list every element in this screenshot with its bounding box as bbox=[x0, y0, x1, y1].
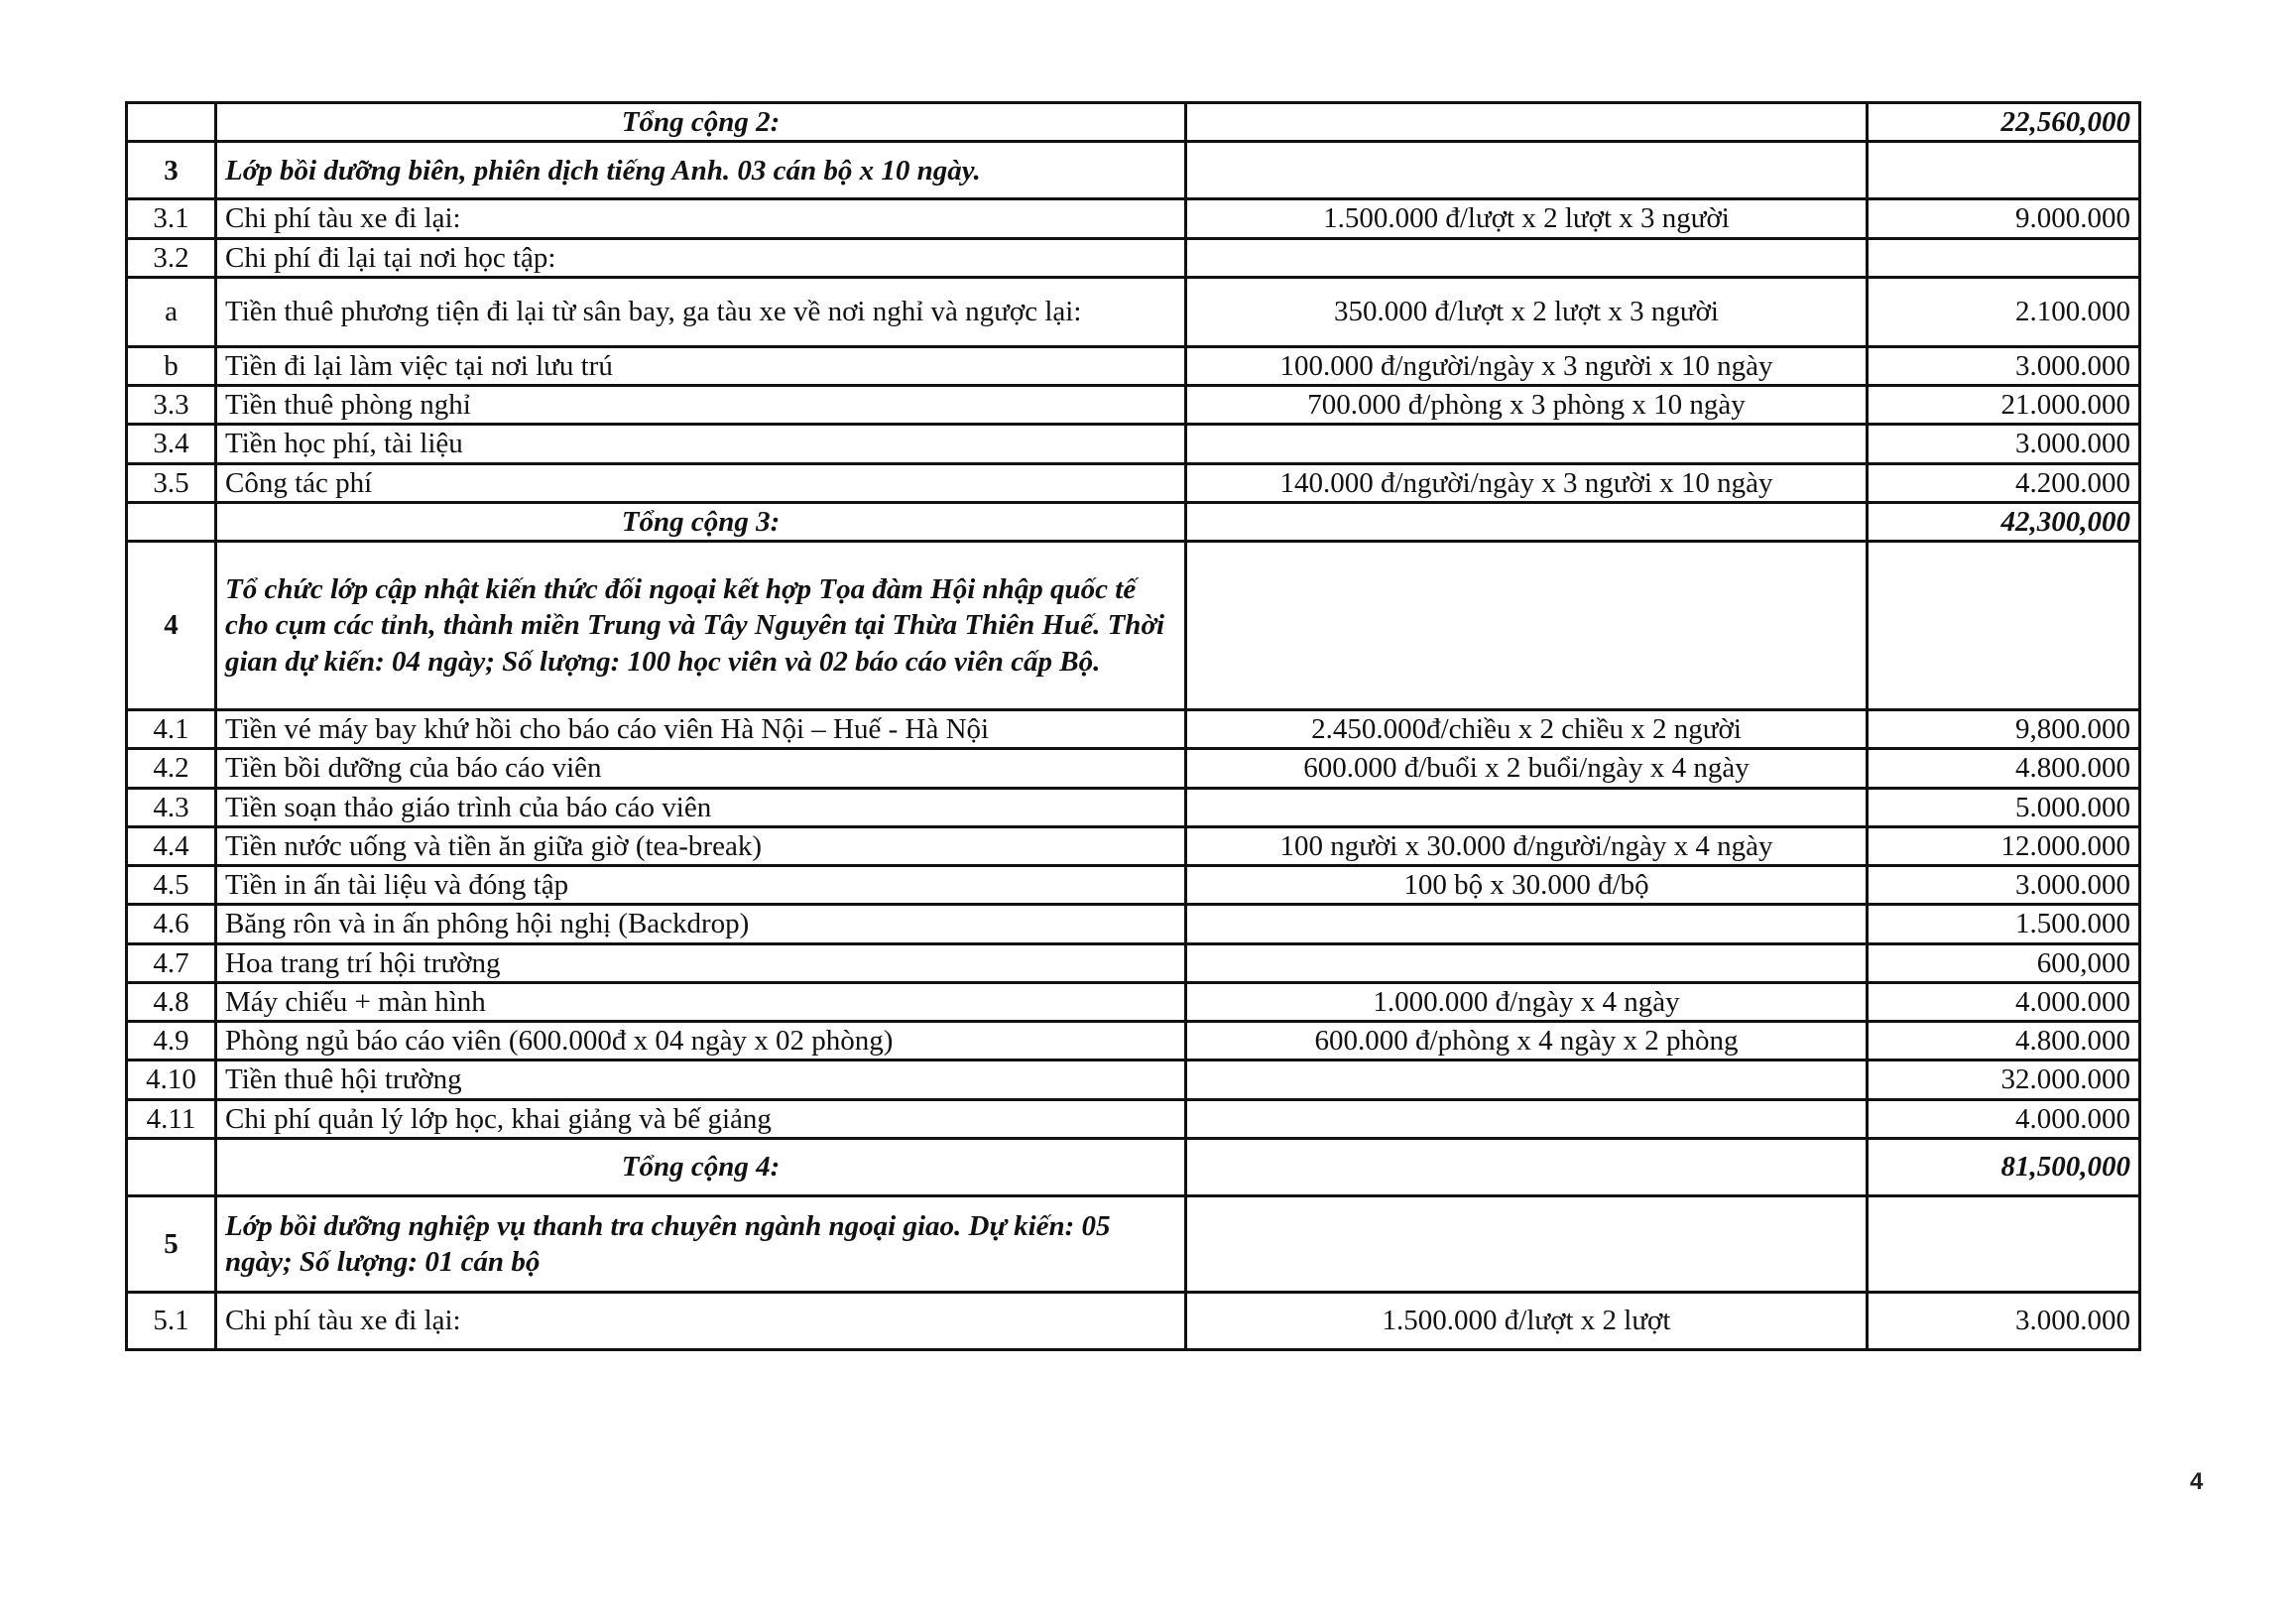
row-number-cell: 3.1 bbox=[127, 199, 216, 238]
calculation-cell: 100 bộ x 30.000 đ/bộ bbox=[1186, 866, 1868, 905]
calculation-cell: 1.500.000 đ/lượt x 2 lượt x 3 người bbox=[1186, 199, 1868, 238]
amount-cell: 600,000 bbox=[1868, 943, 2140, 982]
calculation-cell bbox=[1186, 425, 1868, 463]
row-number-cell: 4.10 bbox=[127, 1061, 216, 1099]
calculation-cell bbox=[1186, 1195, 1868, 1292]
calculation-cell: 350.000 đ/lượt x 2 lượt x 3 người bbox=[1186, 277, 1868, 346]
amount-cell: 4.200.000 bbox=[1868, 463, 2140, 502]
description-cell: Tiền thuê phương tiện đi lại từ sân bay, ga tàu xe về nơi nghỉ và ngược lại: bbox=[216, 277, 1186, 346]
table-row bbox=[127, 943, 2140, 982]
description-cell: Phòng ngủ báo cáo viên (600.000đ x 04 ngày x 02 phòng) bbox=[216, 1022, 1186, 1061]
calculation-cell bbox=[1186, 1061, 1868, 1099]
amount-cell: 3.000.000 bbox=[1868, 866, 2140, 905]
row-number-cell: 3.2 bbox=[127, 238, 216, 277]
description-cell: Tiền in ấn tài liệu và đóng tập bbox=[216, 866, 1186, 905]
table-row bbox=[127, 199, 2140, 238]
description-cell: Băng rôn và in ấn phông hội nghị (Backdrop) bbox=[216, 905, 1186, 943]
table-row bbox=[127, 866, 2140, 905]
calculation-cell: 140.000 đ/người/ngày x 3 người x 10 ngày bbox=[1186, 463, 1868, 502]
total-row bbox=[127, 1138, 2140, 1195]
row-number-cell: 3.5 bbox=[127, 463, 216, 502]
row-number-cell bbox=[127, 502, 216, 541]
row-number-cell: b bbox=[127, 346, 216, 385]
description-cell: Tiền nước uống và tiền ăn giữa giờ (tea-break) bbox=[216, 826, 1186, 865]
amount-cell: 9,800.000 bbox=[1868, 710, 2140, 749]
calculation-cell bbox=[1186, 905, 1868, 943]
table-row bbox=[127, 463, 2140, 502]
description-cell: Chi phí tàu xe đi lại: bbox=[216, 1292, 1186, 1349]
total-row bbox=[127, 103, 2140, 142]
amount-cell: 3.000.000 bbox=[1868, 346, 2140, 385]
amount-cell: 4.800.000 bbox=[1868, 1022, 2140, 1061]
calculation-cell bbox=[1186, 238, 1868, 277]
table-row bbox=[127, 826, 2140, 865]
amount-cell: 9.000.000 bbox=[1868, 199, 2140, 238]
amount-cell: 81,500,000 bbox=[1868, 1138, 2140, 1195]
row-number-cell: 4.11 bbox=[127, 1099, 216, 1138]
row-number-cell: 3.3 bbox=[127, 386, 216, 425]
row-number-cell: 5 bbox=[127, 1195, 216, 1292]
section-row bbox=[127, 542, 2140, 710]
amount-cell: 1.500.000 bbox=[1868, 905, 2140, 943]
calculation-cell: 600.000 đ/phòng x 4 ngày x 2 phòng bbox=[1186, 1022, 1868, 1061]
budget-table-body bbox=[127, 103, 2140, 1350]
section-row bbox=[127, 142, 2140, 199]
row-number-cell: a bbox=[127, 277, 216, 346]
description-cell: Máy chiếu + màn hình bbox=[216, 982, 1186, 1021]
amount-cell: 42,300,000 bbox=[1868, 502, 2140, 541]
table-row bbox=[127, 1022, 2140, 1061]
amount-cell: 21.000.000 bbox=[1868, 386, 2140, 425]
table-row bbox=[127, 277, 2140, 346]
description-cell: Tiền thuê phòng nghỉ bbox=[216, 386, 1186, 425]
calculation-cell bbox=[1186, 943, 1868, 982]
description-cell: Chi phí quản lý lớp học, khai giảng và bế giảng bbox=[216, 1099, 1186, 1138]
row-number-cell: 4.9 bbox=[127, 1022, 216, 1061]
calculation-cell bbox=[1186, 1099, 1868, 1138]
table-row bbox=[127, 1292, 2140, 1349]
section-row bbox=[127, 1195, 2140, 1292]
calculation-cell bbox=[1186, 103, 1868, 142]
description-cell: Tổng cộng 4: bbox=[216, 1138, 1186, 1195]
row-number-cell: 4 bbox=[127, 542, 216, 710]
calculation-cell bbox=[1186, 788, 1868, 826]
amount-cell: 2.100.000 bbox=[1868, 277, 2140, 346]
total-row bbox=[127, 502, 2140, 541]
amount-cell: 32.000.000 bbox=[1868, 1061, 2140, 1099]
page-number: 4 bbox=[2190, 1468, 2204, 1495]
calculation-cell bbox=[1186, 542, 1868, 710]
table-row bbox=[127, 788, 2140, 826]
description-cell: Chi phí đi lại tại nơi học tập: bbox=[216, 238, 1186, 277]
table-row bbox=[127, 425, 2140, 463]
amount-cell bbox=[1868, 238, 2140, 277]
amount-cell: 3.000.000 bbox=[1868, 1292, 2140, 1349]
calculation-cell bbox=[1186, 1138, 1868, 1195]
calculation-cell: 2.450.000đ/chiều x 2 chiều x 2 người bbox=[1186, 710, 1868, 749]
description-cell: Lớp bồi dưỡng nghiệp vụ thanh tra chuyên ngành ngoại giao. Dự kiến: 05 ngày; Số lượng: 01 cán bộ bbox=[216, 1195, 1186, 1292]
row-number-cell: 4.1 bbox=[127, 710, 216, 749]
row-number-cell: 4.7 bbox=[127, 943, 216, 982]
calculation-cell: 1.000.000 đ/ngày x 4 ngày bbox=[1186, 982, 1868, 1021]
description-cell: Tổng cộng 3: bbox=[216, 502, 1186, 541]
row-number-cell: 4.5 bbox=[127, 866, 216, 905]
description-cell: Tiền bồi dưỡng của báo cáo viên bbox=[216, 749, 1186, 788]
table-row bbox=[127, 905, 2140, 943]
amount-cell: 4.800.000 bbox=[1868, 749, 2140, 788]
description-cell: Chi phí tàu xe đi lại: bbox=[216, 199, 1186, 238]
amount-cell: 5.000.000 bbox=[1868, 788, 2140, 826]
row-number-cell: 4.2 bbox=[127, 749, 216, 788]
row-number-cell: 4.4 bbox=[127, 826, 216, 865]
calculation-cell: 100 người x 30.000 đ/người/ngày x 4 ngày bbox=[1186, 826, 1868, 865]
description-cell: Tổ chức lớp cập nhật kiến thức đối ngoại kết hợp Tọa đàm Hội nhập quốc tế cho cụm các tỉnh, thành miền Trung và Tây Nguyên tại Thừa Thiên Huế. Thời gian dự kiến: 04 ngày; Số lượng: 100 học viên và 02 báo cáo viên cấp Bộ. bbox=[216, 542, 1186, 710]
calculation-cell: 100.000 đ/người/ngày x 3 người x 10 ngày bbox=[1186, 346, 1868, 385]
row-number-cell: 5.1 bbox=[127, 1292, 216, 1349]
row-number-cell bbox=[127, 103, 216, 142]
calculation-cell bbox=[1186, 502, 1868, 541]
amount-cell bbox=[1868, 542, 2140, 710]
table-row bbox=[127, 1061, 2140, 1099]
description-cell: Công tác phí bbox=[216, 463, 1186, 502]
table-row bbox=[127, 749, 2140, 788]
row-number-cell: 3 bbox=[127, 142, 216, 199]
row-number-cell: 4.8 bbox=[127, 982, 216, 1021]
description-cell: Hoa trang trí hội trường bbox=[216, 943, 1186, 982]
table-row bbox=[127, 346, 2140, 385]
amount-cell bbox=[1868, 142, 2140, 199]
calculation-cell: 1.500.000 đ/lượt x 2 lượt bbox=[1186, 1292, 1868, 1349]
amount-cell: 3.000.000 bbox=[1868, 425, 2140, 463]
amount-cell: 12.000.000 bbox=[1868, 826, 2140, 865]
table-row bbox=[127, 386, 2140, 425]
description-cell: Tiền thuê hội trường bbox=[216, 1061, 1186, 1099]
amount-cell: 4.000.000 bbox=[1868, 1099, 2140, 1138]
description-cell: Tổng cộng 2: bbox=[216, 103, 1186, 142]
row-number-cell bbox=[127, 1138, 216, 1195]
table-row bbox=[127, 982, 2140, 1021]
description-cell: Tiền vé máy bay khứ hồi cho báo cáo viên Hà Nội – Huế - Hà Nội bbox=[216, 710, 1186, 749]
calculation-cell bbox=[1186, 142, 1868, 199]
description-cell: Tiền học phí, tài liệu bbox=[216, 425, 1186, 463]
description-cell: Tiền đi lại làm việc tại nơi lưu trú bbox=[216, 346, 1186, 385]
budget-table bbox=[125, 101, 2141, 1351]
table-row bbox=[127, 238, 2140, 277]
amount-cell: 4.000.000 bbox=[1868, 982, 2140, 1021]
table-row bbox=[127, 1099, 2140, 1138]
amount-cell bbox=[1868, 1195, 2140, 1292]
row-number-cell: 4.3 bbox=[127, 788, 216, 826]
table-row bbox=[127, 710, 2140, 749]
amount-cell: 22,560,000 bbox=[1868, 103, 2140, 142]
row-number-cell: 4.6 bbox=[127, 905, 216, 943]
description-cell: Tiền soạn thảo giáo trình của báo cáo viên bbox=[216, 788, 1186, 826]
row-number-cell: 3.4 bbox=[127, 425, 216, 463]
calculation-cell: 700.000 đ/phòng x 3 phòng x 10 ngày bbox=[1186, 386, 1868, 425]
calculation-cell: 600.000 đ/buổi x 2 buổi/ngày x 4 ngày bbox=[1186, 749, 1868, 788]
description-cell: Lớp bồi dưỡng biên, phiên dịch tiếng Anh. 03 cán bộ x 10 ngày. bbox=[216, 142, 1186, 199]
